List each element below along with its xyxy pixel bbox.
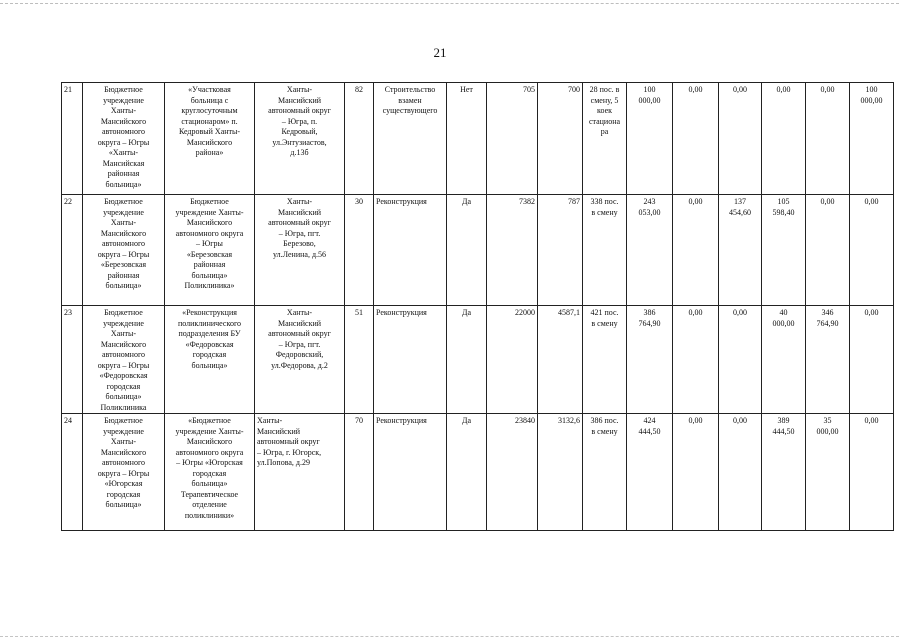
- cell-year-2: 0,00: [719, 83, 762, 195]
- cell-flag: Нет: [447, 83, 487, 195]
- cell-capacity: 386 пос. в смену: [583, 414, 627, 531]
- cell-year-3: 0,00: [762, 83, 806, 195]
- cell-address: Ханты- Мансийский автономный округ – Югра, пгт. Березово, ул.Ленина, д.56: [255, 195, 345, 306]
- cell-address: Ханты- Мансийский автономный округ – Югра, п. Кедровый, ул.Энтузиастов, д.13б: [255, 83, 345, 195]
- cell-object: Бюджетное учреждение Ханты- Мансийского автономного округа – Югры «Березовская районная больница» Поликлиника»: [165, 195, 255, 306]
- cell-code: 70: [345, 414, 374, 531]
- cell-capacity: 28 пос. в смену, 5 коек стациона ра: [583, 83, 627, 195]
- cell-work-type: Реконструкция: [374, 195, 447, 306]
- cell-work-type: Реконструкция: [374, 414, 447, 531]
- cell-code: 51: [345, 306, 374, 414]
- cell-institution: Бюджетное учреждение Ханты- Мансийского автономного округа – Югры «Березовская районная больница»: [83, 195, 165, 306]
- cell-year-2: 137 454,60: [719, 195, 762, 306]
- cell-code: 30: [345, 195, 374, 306]
- cell-institution: Бюджетное учреждение Ханты- Мансийского автономного округа – Югры «Ханты- Мансийская районная больница»: [83, 83, 165, 195]
- cell-institution: Бюджетное учреждение Ханты- Мансийского автономного округа – Югры «Югорская городская больница»: [83, 414, 165, 531]
- cell-year-1: 0,00: [673, 195, 719, 306]
- cell-area: 705: [487, 83, 538, 195]
- cell-volume: 700: [538, 83, 583, 195]
- cell-address: Ханты- Мансийский автономный округ – Югра, пгт. Федоровский, ул.Федорова, д.2: [255, 306, 345, 414]
- cell-row-number: 23: [62, 306, 83, 414]
- cell-year-1: 0,00: [673, 306, 719, 414]
- page-number: 21: [433, 45, 447, 60]
- cell-object: «Бюджетное учреждение Ханты- Мансийского автономного округа – Югры «Югорская городская больница» Терапевтическое отделение поликлиники»: [165, 414, 255, 531]
- cell-year-3: 40 000,00: [762, 306, 806, 414]
- cell-year-5: 0,00: [850, 414, 894, 531]
- cell-flag: Да: [447, 414, 487, 531]
- cell-capacity: 338 пос. в смену: [583, 195, 627, 306]
- cell-year-1: 0,00: [673, 83, 719, 195]
- cell-total: 100 000,00: [627, 83, 673, 195]
- cell-year-2: 0,00: [719, 414, 762, 531]
- cell-total: 243 053,00: [627, 195, 673, 306]
- scan-edge-top: [0, 3, 899, 4]
- table-row: [62, 195, 894, 306]
- cell-code: 82: [345, 83, 374, 195]
- cell-object: «Реконструкция поликлинического подразделения БУ «Федоровская городская больница»: [165, 306, 255, 414]
- cell-year-2: 0,00: [719, 306, 762, 414]
- cell-institution: Бюджетное учреждение Ханты- Мансийского автономного округа – Югры «Федоровская городская больница» Поликлиника: [83, 306, 165, 414]
- cell-area: 22000: [487, 306, 538, 414]
- cell-volume: 787: [538, 195, 583, 306]
- cell-year-5: 0,00: [850, 306, 894, 414]
- cell-year-4: 346 764,90: [806, 306, 850, 414]
- table-row: [62, 414, 894, 531]
- cell-year-3: 105 598,40: [762, 195, 806, 306]
- cell-work-type: Реконструкция: [374, 306, 447, 414]
- cell-address: Ханты- Мансийский автономный округ – Югра, г. Югорск, ул.Попова, д.29: [255, 414, 345, 531]
- cell-year-5: 100 000,00: [850, 83, 894, 195]
- scan-edge-bottom: [0, 636, 899, 637]
- cell-row-number: 22: [62, 195, 83, 306]
- cell-capacity: 421 пос. в смену: [583, 306, 627, 414]
- cell-year-5: 0,00: [850, 195, 894, 306]
- cell-volume: 4587,1: [538, 306, 583, 414]
- cell-total: 386 764,90: [627, 306, 673, 414]
- cell-row-number: 24: [62, 414, 83, 531]
- cell-work-type: Строительство взамен существующего: [374, 83, 447, 195]
- cell-object: «Участковая больница с круглосуточным стационаром» п. Кедровый Ханты- Мансийского района»: [165, 83, 255, 195]
- table-row: [62, 83, 894, 195]
- cell-area: 7382: [487, 195, 538, 306]
- cell-row-number: 21: [62, 83, 83, 195]
- cell-year-1: 0,00: [673, 414, 719, 531]
- cell-year-4: 35 000,00: [806, 414, 850, 531]
- cell-flag: Да: [447, 195, 487, 306]
- table-row: [62, 306, 894, 414]
- cell-total: 424 444,50: [627, 414, 673, 531]
- cell-volume: 3132,6: [538, 414, 583, 531]
- cell-year-4: 0,00: [806, 83, 850, 195]
- cell-year-4: 0,00: [806, 195, 850, 306]
- facilities-table: [61, 82, 894, 531]
- cell-year-3: 389 444,50: [762, 414, 806, 531]
- cell-flag: Да: [447, 306, 487, 414]
- cell-area: 23840: [487, 414, 538, 531]
